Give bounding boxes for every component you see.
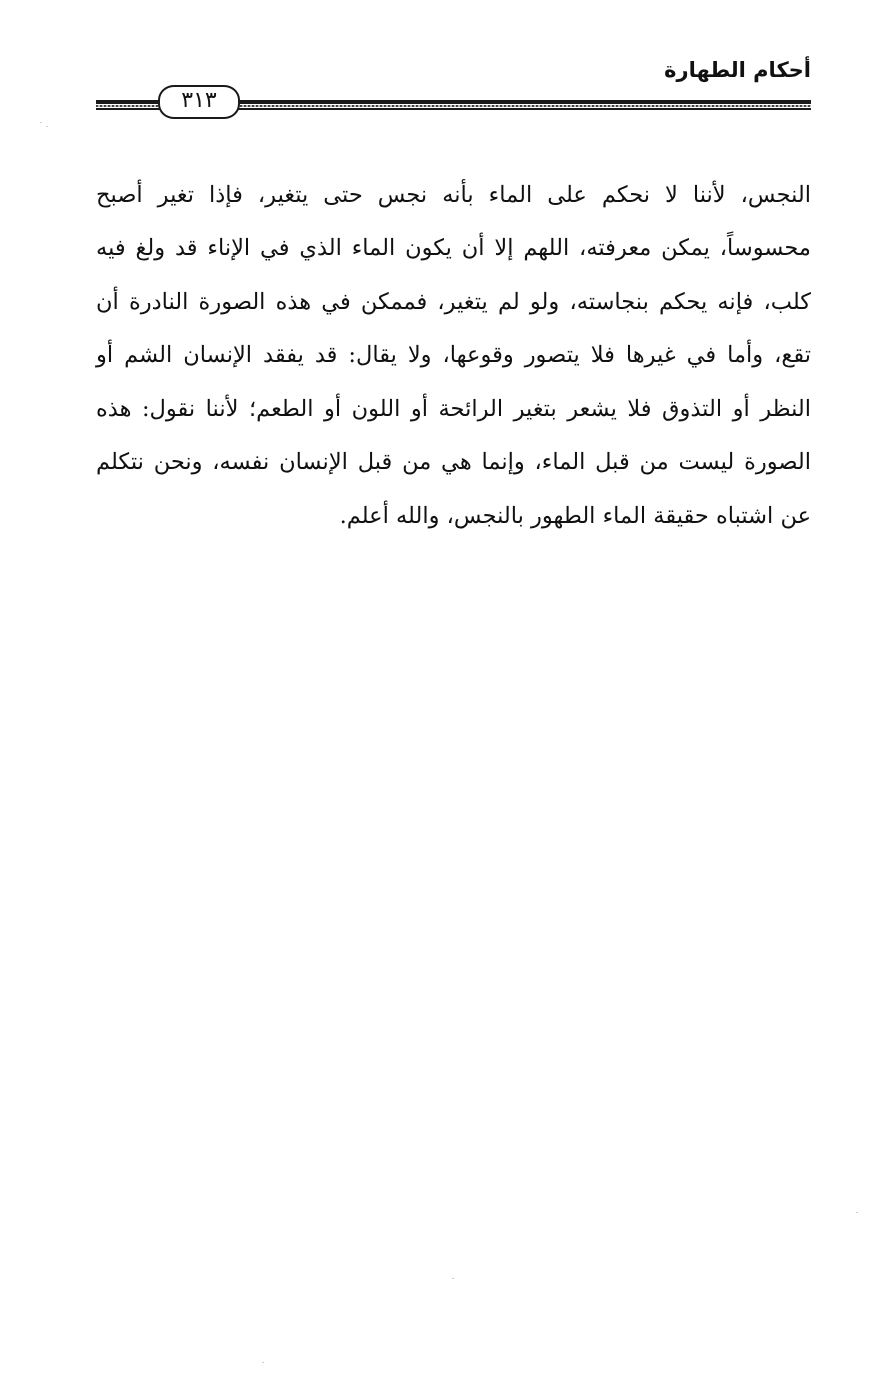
- book-title: أحكام الطهارة: [664, 58, 811, 82]
- scan-speck: [856, 1212, 858, 1213]
- scan-speck: [452, 1278, 454, 1279]
- running-header: [96, 56, 811, 118]
- page-number: ٣١٣: [158, 85, 240, 119]
- scan-speck: [40, 122, 42, 123]
- body-paragraph: النجس، لأننا لا نحكم على الماء بأنه نجس حتى يتغير، فإذا تغير أصبح محسوساً، يمكن معرفته، اللهم إلا أن يكون الماء الذي في الإناء قد ولغ فيه كلب، فإنه يحكم بنجاسته، ولو لم يتغير، فممكن في هذه الصورة النادرة أن تقع، وأما في غيرها فلا يتصور وقوعها، ولا يقال: قد يفقد الإنسان الشم أو النظر أو التذوق فلا يشعر بتغير الرائحة أو اللون أو الطعم؛ لأننا نقول: هذه الصورة ليست من قبل الماء، وإنما هي من قبل الإنسان نفسه، ونحن نتكلم عن اشتباه حقيقة الماء الطهور بالنجس، والله أعلم.: [96, 181, 811, 529]
- scan-speck: [46, 126, 48, 127]
- scan-speck: [262, 1362, 264, 1363]
